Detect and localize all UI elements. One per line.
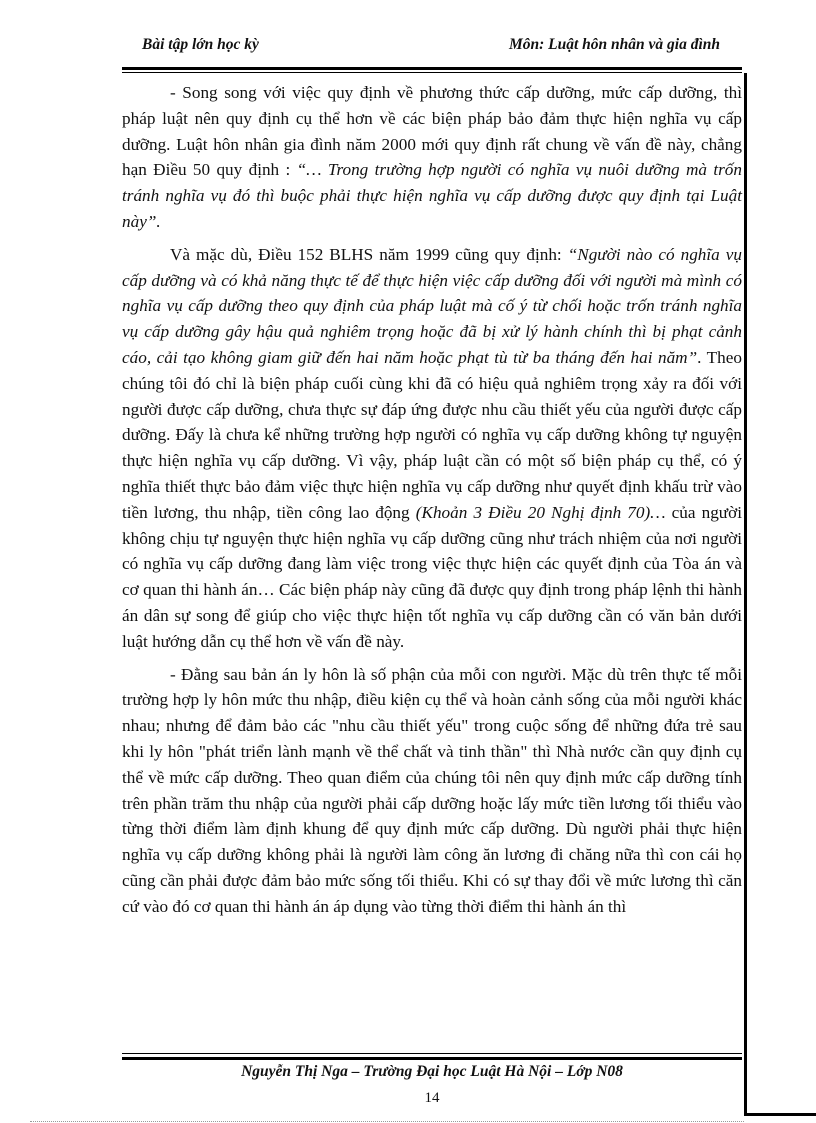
header-course-title: Bài tập lớn học kỳ <box>142 36 259 53</box>
page-header <box>122 36 730 58</box>
footer-rule-thick <box>122 1057 742 1060</box>
page-border-bottom <box>744 1113 816 1116</box>
page-bottom-dotted-line <box>30 1121 744 1122</box>
paragraph-1 <box>122 80 742 235</box>
header-rule-thin <box>122 72 742 73</box>
page-number: 14 <box>424 1090 440 1106</box>
paragraph-2 <box>122 242 742 655</box>
paragraph-1-quote: “… Trong trường hợp người có nghĩa vụ nuôi dưỡng mà trốn tránh nghĩa vụ đó thì buộc phải thực hiện nghĩa vụ cấp dưỡng được quy định tại Luật này”. <box>122 160 742 231</box>
paragraph-2-quote: “Người nào có nghĩa vụ cấp dưỡng và có khả năng thực tế để thực hiện việc cấp dưỡng đối với người mà mình có nghĩa vụ cấp dưỡng theo quy định của pháp luật mà cố ý từ chối hoặc trốn tránh nghĩa vụ cấp dưỡng gây hậu quả nghiêm trọng hoặc đã bị xử lý hành chính thì bị phạt cảnh cáo, cải tạo không giam giữ đến hai năm hoặc phạt tù từ ba tháng đến hai năm” <box>122 244 742 367</box>
paragraph-3: - Đằng sau bản án ly hôn là số phận của mỗi con người. Mặc dù trên thực tế mỗi trường hợp ly hôn mức thu nhập, điều kiện cụ thể và hoàn cảnh sống của mỗi người khác nhau; nhưng để đảm bảo các "nhu cầu thiết yếu" trong cuộc sống để những đứa trẻ sau khi ly hôn "phát triển lành mạnh về thể chất và tinh thần" thì Nhà nước cần quy định cụ thể về mức cấp dưỡng. Theo quan điểm của chúng tôi nên quy định mức cấp dưỡng tính trên phần trăm thu nhập của người phải cấp dưỡng hoặc lấy mức tiền lương tối thiểu vào từng thời điểm làm định khung để quy định mức cấp dưỡng. Dù người phải thực hiện nghĩa vụ cấp dưỡng không phải là người làm công ăn lương đi chăng nữa thì con cái họ cũng cần phải được đảm bảo mức sống tối thiểu. Khi có sự thay đổi về mức lương thì căn cứ vào đó cơ quan thi hành án áp dụng vào từng thời điểm thi hành án thì <box>122 664 742 916</box>
paragraph-2-text: . Theo chúng tôi đó chỉ là biện pháp cuối cùng khi đã có hiệu quả nghiêm trọng xảy ra đối với người được cấp dưỡng, chưa thực sự đáp ứng được nhu cầu thiết yếu của người được cấp dưỡng. Đấy là chưa kể những trường hợp người có nghĩa vụ cấp dưỡng không tự nguyện thực hiện nghĩa vụ cấp dưỡng. Vì vậy, pháp luật cần có một số biện pháp cụ thể, có ý nghĩa thiết thực bảo đảm việc thực hiện nghĩa vụ cấp dưỡng như quyết định khấu trừ vào tiền lương, thu nhập, tiền công lao động <box>122 347 742 522</box>
header-rule-thick <box>122 67 742 70</box>
document-body <box>122 80 742 927</box>
header-subject: Môn: Luật hôn nhân và gia đình <box>508 36 720 53</box>
paragraph-2-citation: (Khoản 3 Điều 20 Nghị định 70)… <box>415 502 666 522</box>
paragraph-1-text: - Song song với việc quy định về phương thức cấp dưỡng, mức cấp dưỡng, thì pháp luật nên quy định cụ thể hơn về các biện pháp bảo đảm thực hiện nghĩa vụ cấp dưỡng. Luật hôn nhân gia đình năm 2000 mới quy định rất chung về vấn đề này, chẳng hạn Điều 50 quy định : <box>122 83 742 180</box>
page-border-right <box>744 73 747 1116</box>
footer-author: Nguyễn Thị Nga – Trường Đại học Luật Hà Nội – Lớp N08 <box>241 1063 623 1080</box>
paragraph-2-intro: Và mặc dù, Điều 152 BLHS năm 1999 cũng quy định: <box>170 244 568 264</box>
paragraph-2-text-continued: của người không chịu tự nguyện thực hiện nghĩa vụ cấp dưỡng cũng như trách nhiệm của nơi người có nghĩa vụ cấp dưỡng đang làm việc trong việc thực hiện các quyết định của Tòa án và cơ quan thi hành án… Các biện pháp này cũng đã được quy định trong pháp lệnh thi hành án dân sự song để giúp cho việc thực hiện tốt nghĩa vụ cấp dưỡng cần có văn bản dưới luật hướng dẫn cụ thể hơn về vấn đề này. <box>122 502 742 651</box>
footer-rule-thin <box>122 1053 742 1054</box>
